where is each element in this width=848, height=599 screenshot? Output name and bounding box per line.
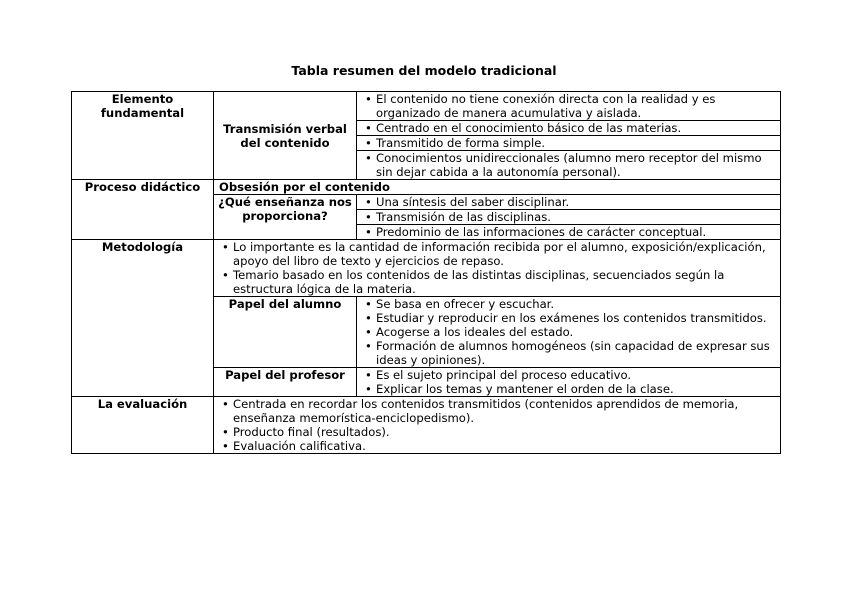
table-cell [357,225,781,240]
list-item: • Centrada en recordar los contenidos transmitidos (contenidos aprendidos de memoria, enseñanza memorística-enciclopedismo). [218,397,776,425]
table-row [72,92,781,121]
table-cell [357,195,781,210]
list-item: • El contenido no tiene conexión directa con la realidad y es organizado de manera acumulativa y aislada. [361,92,776,120]
table-cell [214,240,781,297]
table-row [72,397,781,454]
subheader-que-ensenanza: ¿Qué enseñanza nos proporciona? [214,195,357,240]
list-item: • Evaluación calificativa. [218,439,776,453]
table-row [72,180,781,195]
list-item: • Lo importante es la cantidad de información recibida por el alumno, exposición/explicación, apoyo del libro de texto y ejercicios de repaso. [218,240,776,268]
table-cell [357,92,781,121]
summary-table [71,91,781,454]
list-item: • Transmisión de las disciplinas. [361,210,776,224]
list-item: • Acogerse a los ideales del estado. [361,325,776,339]
subheader-papel-profesor: Papel del profesor [214,368,357,397]
table-cell [357,210,781,225]
list-item: • Temario basado en los contenidos de las distintas disciplinas, secuenciados según la estructura lógica de la materia. [218,268,776,296]
list-item: • Es el sujeto principal del proceso educativo. [361,368,776,382]
table-cell [357,121,781,136]
row-header-elemento: Elemento fundamental [72,92,214,180]
row-header-evaluacion: La evaluación [72,397,214,454]
page-title: Tabla resumen del modelo tradicional [291,63,557,78]
table-cell [357,151,781,180]
row-header-proceso: Proceso didáctico [72,180,214,240]
table-cell [214,397,781,454]
table-cell [357,297,781,368]
row-header-metodologia: Metodología [72,240,214,397]
subheader-papel-alumno: Papel del alumno [214,297,357,368]
table-cell [357,368,781,397]
list-item: • Conocimientos unidireccionales (alumno mero receptor del mismo sin dejar cabida a la autonomía personal). [361,151,776,179]
list-item: • Explicar los temas y mantener el orden de la clase. [361,382,776,396]
table-row [72,240,781,297]
list-item: • Centrado en el conocimiento básico de las materias. [361,121,776,135]
band-obsesion: Obsesión por el contenido [214,180,781,195]
list-item: • Se basa en ofrecer y escuchar. [361,297,776,311]
list-item: • Estudiar y reproducir en los exámenes los contenidos transmitidos. [361,311,776,325]
list-item: • Formación de alumnos homogéneos (sin capacidad de expresar sus ideas y opiniones). [361,339,776,367]
list-item: • Una síntesis del saber disciplinar. [361,195,776,209]
list-item: • Predominio de las informaciones de carácter conceptual. [361,225,776,239]
list-item: • Transmitido de forma simple. [361,136,776,150]
table-cell [357,136,781,151]
list-item: • Producto final (resultados). [218,425,776,439]
subheader-transmision: Transmisión verbal del contenido [214,92,357,180]
